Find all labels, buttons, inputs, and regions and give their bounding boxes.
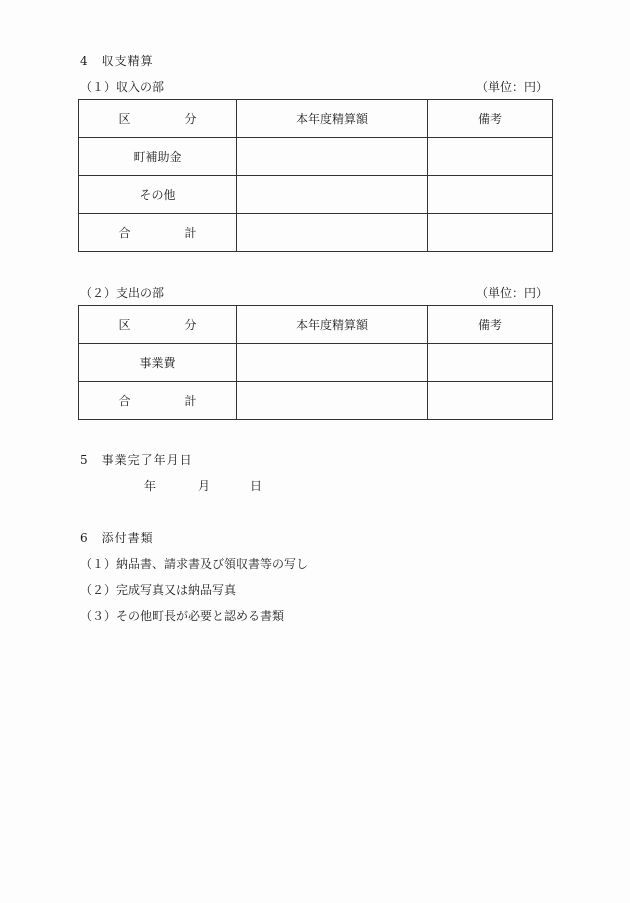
- expense-row-category: 事業費: [79, 344, 237, 382]
- expense-header-amount: 本年度精算額: [237, 306, 428, 344]
- completion-day-label: 日: [250, 479, 263, 493]
- list-item: （３）その他町長が必要と認める書類: [80, 609, 285, 623]
- expense-row-remarks: [428, 344, 553, 382]
- list-item: （１）納品書、請求書及び領収書等の写し: [80, 557, 309, 571]
- income-total-label: 合 計: [79, 214, 237, 252]
- income-row-remarks: [428, 138, 553, 176]
- income-header-row: [79, 100, 553, 138]
- expense-unit: （単位：円）: [475, 286, 548, 300]
- income-heading: （１）収入の部: [80, 80, 165, 94]
- income-header-amount: 本年度精算額: [237, 100, 428, 138]
- expense-total-label: 合 計: [79, 382, 237, 420]
- income-total-remarks: [428, 214, 553, 252]
- income-total-amount: [237, 214, 428, 252]
- expense-total-remarks: [428, 382, 553, 420]
- completion-year-label: 年: [144, 479, 157, 493]
- section6-title: 6 添付書類: [80, 531, 154, 545]
- expense-total-row: [79, 382, 553, 420]
- expense-total-amount: [237, 382, 428, 420]
- income-total-row: [79, 214, 553, 252]
- completion-month-label: 月: [198, 479, 211, 493]
- table-row: [79, 344, 553, 382]
- income-header-category: 区 分: [79, 100, 237, 138]
- expense-header-remarks: 備考: [428, 306, 553, 344]
- table-row: [79, 138, 553, 176]
- income-row-amount: [237, 176, 428, 214]
- expense-row-amount: [237, 344, 428, 382]
- list-item: （２）完成写真又は納品写真: [80, 583, 237, 597]
- section5-title: 5 事業完了年月日: [80, 453, 193, 467]
- income-row-remarks: [428, 176, 553, 214]
- expense-header-row: [79, 306, 553, 344]
- expense-header-category: 区 分: [79, 306, 237, 344]
- income-row-category: 町補助金: [79, 138, 237, 176]
- income-row-amount: [237, 138, 428, 176]
- expense-heading: （２）支出の部: [80, 286, 165, 300]
- expense-table: [78, 305, 553, 420]
- income-row-category: その他: [79, 176, 237, 214]
- income-table: [78, 99, 553, 252]
- table-row: [79, 176, 553, 214]
- section4-title: 4 収支精算: [80, 54, 154, 68]
- income-unit: （単位：円）: [475, 80, 548, 94]
- income-header-remarks: 備考: [428, 100, 553, 138]
